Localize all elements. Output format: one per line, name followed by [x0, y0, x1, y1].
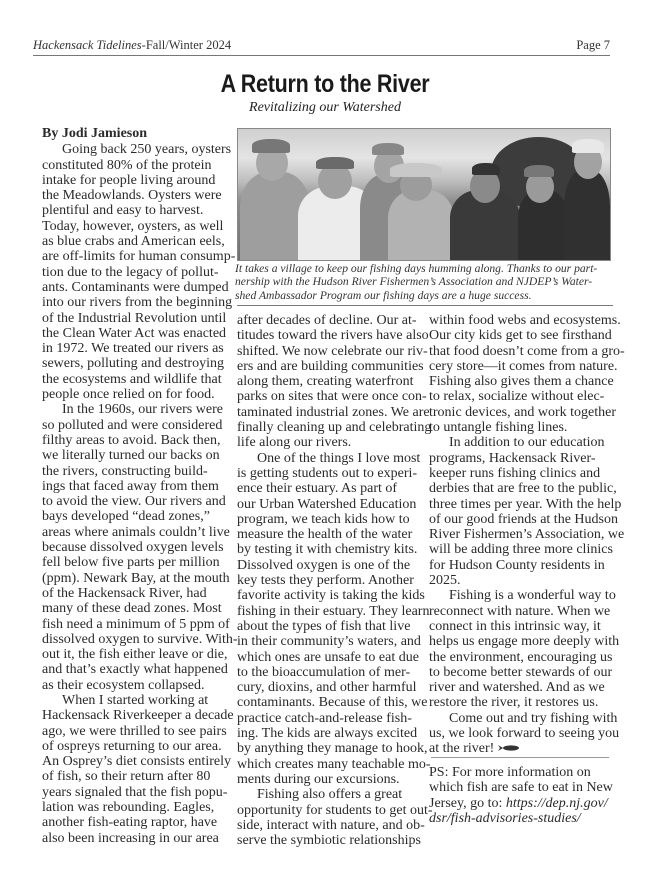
header-divider — [33, 55, 610, 56]
text-line — [429, 389, 614, 404]
text-line-content: titudes toward the rivers have also — [237, 328, 429, 344]
text-line — [429, 665, 614, 680]
text-line-content: to the bioaccumulation of mer- — [237, 664, 411, 680]
text-line-content: opportunity for students to get out- — [237, 802, 433, 818]
text-line-content: after decades of decline. Our at- — [237, 313, 417, 328]
caption-line: shed Ambassador Program our fishing days are a huge success. — [235, 288, 532, 302]
text-line — [237, 741, 428, 757]
text-line — [42, 479, 222, 494]
text-line-content: fishing in their estuary. They learn — [237, 603, 430, 619]
text-line — [429, 695, 614, 710]
text-line — [42, 448, 222, 463]
publication-issue — [33, 38, 231, 53]
text-line-content: at the river! — [429, 741, 495, 757]
text-line — [429, 542, 614, 557]
text-line — [42, 464, 222, 479]
column-3-body — [429, 313, 625, 757]
advisory-link[interactable]: https://dep.nj.gov/ — [505, 795, 608, 811]
publication-name: Hackensack Tidelines — [33, 38, 142, 52]
text-line — [237, 343, 428, 359]
text-line-content: taminated industrial zones. We are — [237, 404, 430, 420]
text-line — [42, 831, 222, 846]
text-line — [237, 497, 423, 512]
text-line — [429, 420, 614, 435]
person-3-hat — [372, 143, 404, 155]
text-line — [237, 833, 423, 848]
text-line — [237, 328, 429, 344]
text-line — [429, 527, 625, 543]
text-line — [42, 739, 222, 754]
text-line-content: One of the things I love most — [257, 450, 421, 466]
text-line-content: also been increasing in our area — [42, 830, 219, 846]
text-line-content: of fish, so their return after 80 — [42, 769, 211, 785]
text-line — [237, 680, 423, 695]
text-line — [237, 374, 423, 389]
text-line — [42, 173, 222, 188]
text-line-content: filthy areas to avoid. Back then, — [42, 432, 221, 448]
text-line-content: are off-limits for human consump- — [42, 249, 236, 265]
text-line — [429, 481, 617, 497]
text-line — [42, 341, 222, 356]
issue-label: -Fall/Winter 2024 — [141, 38, 232, 52]
caption-divider — [237, 305, 613, 306]
text-line-content: cury, dioxins, and other harmful — [237, 680, 417, 696]
text-line — [42, 387, 222, 402]
text-line — [237, 665, 423, 680]
photo-caption — [235, 262, 615, 302]
text-line — [42, 586, 222, 601]
column-2-body — [237, 313, 433, 849]
text-line — [429, 405, 614, 420]
text-line-content: connect in this intrinsic way, it — [429, 618, 601, 634]
text-line-content: Going back 250 years, oysters — [62, 142, 232, 158]
ps-prefix: Jersey, go to: — [429, 795, 506, 811]
text-line — [237, 512, 423, 527]
text-line — [237, 313, 423, 328]
text-line-content: to avoid the view. Our rivers and — [42, 494, 226, 510]
text-line-content: as blue crabs and American eels, — [42, 234, 225, 250]
text-line-content: ments during our excursions. — [237, 771, 400, 787]
text-line-content: When I started working at — [62, 692, 209, 708]
text-line-content: serve the symbiotic relationships — [237, 833, 421, 849]
text-line — [42, 433, 222, 448]
text-line — [237, 634, 423, 649]
text-line-content: by testing it with chemistry kits. — [237, 542, 418, 558]
text-line — [429, 466, 614, 481]
text-line-content: along them, creating waterfront — [237, 374, 414, 390]
ps-line — [429, 811, 614, 826]
text-line — [429, 741, 614, 756]
ps-divider — [431, 757, 609, 758]
text-line — [42, 509, 222, 524]
text-line-content: In addition to our education — [449, 435, 605, 451]
text-line-content: Today, however, oysters, as well — [42, 218, 224, 234]
person-1-hat — [252, 139, 290, 153]
text-line — [42, 555, 222, 570]
text-line-content: three times per year. With the help — [429, 496, 622, 512]
text-line — [237, 695, 428, 711]
text-line-content: programs, Hackensack River- — [429, 450, 596, 466]
text-line — [237, 603, 430, 619]
text-line — [429, 374, 614, 389]
text-line-content: that food doesn’t come from a gro- — [429, 343, 625, 359]
text-line-content: the rivers, constructing build- — [42, 463, 208, 479]
person-5-hat — [472, 163, 500, 175]
text-line — [42, 540, 222, 555]
text-line — [429, 710, 618, 726]
text-line-content: about the types of fish that live — [237, 618, 411, 634]
text-line-content: key tests they perform. Another — [237, 573, 414, 589]
article-title: A Return to the River — [220, 70, 430, 98]
person-2-hat — [316, 157, 354, 169]
caption-line: It takes a village to keep our fishing days humming along. Thanks to our part- — [235, 262, 598, 275]
caption-line: nership with the Hudson River Fishermen’s Association and NJDEP’s Water- — [235, 275, 593, 289]
text-line — [42, 754, 231, 770]
text-line-content: to relax, socialize without elec- — [429, 389, 605, 405]
text-line — [429, 588, 614, 603]
text-line — [42, 815, 222, 830]
text-line-content: in 1972. We treated our rivers as — [42, 341, 224, 357]
text-line — [237, 435, 423, 450]
text-line-content: and that’s exactly what happened — [42, 662, 228, 678]
text-line-content: practice catch-and-release fish- — [237, 710, 412, 726]
text-line-content: In the 1960s, our rivers were — [62, 402, 223, 418]
byline: By Jodi Jamieson — [42, 126, 148, 141]
text-line-content: parks on sites that were once con- — [237, 389, 427, 405]
text-line — [42, 662, 228, 678]
text-line — [42, 570, 230, 586]
text-line-content: Come out and try fishing with — [449, 710, 618, 726]
text-line — [42, 769, 222, 784]
text-line — [42, 494, 226, 510]
text-line-content: the environment, encouraging us — [429, 649, 613, 665]
text-line-content: many of these dead zones. Most — [42, 601, 222, 617]
text-line — [42, 279, 229, 295]
ps-line: which fish are safe to eat in New — [429, 780, 613, 796]
text-line-content: reconnect with nature. When we — [429, 603, 611, 619]
text-line — [237, 619, 423, 634]
text-line — [429, 451, 614, 466]
text-line — [42, 142, 232, 158]
article-column-3 — [429, 313, 625, 757]
ps-line: PS: For more information on — [429, 765, 591, 780]
text-line-content: is getting students out to experi- — [237, 465, 418, 481]
text-line-content: Dissolved oxygen is one of the — [237, 557, 411, 573]
text-line — [237, 818, 423, 833]
text-line — [429, 650, 614, 665]
text-line-content: of our good friends at the Hudson — [429, 511, 618, 527]
text-line — [237, 711, 423, 726]
text-line — [429, 328, 614, 343]
text-line-content: tronic devices, and work together — [429, 404, 616, 420]
text-line-content: areas where animals couldn’t live — [42, 524, 230, 540]
text-line-content: sewers, polluting and destroying — [42, 356, 224, 372]
text-line-content: Our city kids get to see firsthand — [429, 328, 612, 344]
text-line-content: helps us engage more deeply with — [429, 634, 620, 650]
text-line-content: we literally turned our backs on — [42, 448, 220, 464]
text-line — [237, 420, 432, 436]
text-line-content: Fishing is a wonderful way to — [449, 588, 616, 604]
text-line — [429, 726, 620, 742]
text-line-content: (ppm). Newark Bay, at the mouth — [42, 570, 230, 586]
text-line-content: Fishing also gives them a chance — [429, 374, 614, 390]
text-line-content: another fish-eating raptor, have — [42, 815, 218, 831]
article-column-1 — [42, 126, 238, 846]
person-7-hat — [572, 139, 604, 153]
text-line-content: within food webs and ecosystems. — [429, 313, 621, 328]
text-line-content: program, we teach kids how to — [237, 511, 410, 527]
text-line-content: intake for people living around — [42, 172, 216, 188]
text-line — [42, 402, 222, 417]
person-4-hat — [390, 163, 442, 177]
text-line — [237, 650, 423, 665]
text-line — [237, 802, 433, 818]
text-line-content: favorite activity is taking the kids — [237, 588, 425, 604]
text-line-content: An Osprey’s diet consists entirely — [42, 754, 231, 770]
text-line-content: 2025. — [429, 573, 461, 589]
text-line-content: which creates many teachable mo- — [237, 756, 431, 772]
text-line — [42, 418, 222, 433]
text-line — [42, 601, 222, 616]
text-line — [237, 726, 423, 741]
group-photo — [237, 128, 611, 261]
text-line — [42, 219, 222, 234]
text-line-content: will be adding three more clinics — [429, 542, 613, 558]
text-line — [237, 573, 423, 588]
text-line — [237, 756, 431, 772]
text-line-content: keeper runs fishing clinics and — [429, 465, 601, 481]
text-line — [429, 343, 625, 359]
text-line — [429, 358, 618, 374]
text-line-content: because dissolved oxygen levels — [42, 540, 224, 556]
fish-icon — [498, 741, 520, 756]
advisory-link-cont[interactable]: dsr/fish-advisories-studies/ — [429, 810, 581, 826]
text-line-content: life along our rivers. — [237, 435, 352, 451]
text-line-content: to become better stewards of our — [429, 664, 613, 680]
text-line — [42, 631, 238, 647]
text-line — [42, 693, 222, 708]
text-line-content: the ecosystems and wildlife that — [42, 371, 222, 387]
text-line-content: for Hudson County residents in — [429, 557, 605, 573]
text-line-content: ing. The kids are always excited — [237, 726, 418, 742]
text-line-content: side, interact with nature, and ob- — [237, 817, 425, 833]
text-line-content: finally cleaning up and celebrating — [237, 420, 432, 436]
text-line-content: as their ecosystem collapsed. — [42, 677, 205, 693]
text-line-content: plentiful and easy to harvest. — [42, 203, 204, 219]
ps-line — [429, 796, 614, 811]
text-line-content: into our rivers from the beginning — [42, 295, 233, 311]
text-line-content: ence their estuary. As part of — [237, 481, 398, 497]
text-line — [42, 678, 222, 693]
text-line — [237, 787, 423, 802]
text-line-content: fell below five parts per million — [42, 555, 220, 571]
text-line — [42, 234, 225, 250]
text-line — [237, 527, 423, 542]
text-line-content: contaminants. Because of this, we — [237, 695, 428, 711]
text-line-content: ants. Contaminants were dumped — [42, 279, 229, 295]
ps-note — [429, 765, 614, 826]
text-line-content: in their community’s waters, and — [237, 634, 421, 650]
person-6-hat — [524, 165, 554, 177]
text-line-content: of the Hackensack River, had — [42, 585, 207, 601]
person-7 — [564, 170, 610, 260]
person-4 — [388, 190, 454, 260]
text-line-content: dissolved oxygen to survive. With- — [42, 631, 238, 647]
text-line — [429, 604, 614, 619]
text-line-content: fish need a minimum of 5 ppm of — [42, 616, 230, 632]
text-line — [42, 647, 228, 663]
text-line-content: us, we look forward to seeing you — [429, 726, 620, 742]
text-line — [429, 680, 614, 695]
text-line — [42, 203, 222, 218]
text-line — [237, 359, 423, 374]
text-line-content: our Urban Watershed Education — [237, 496, 417, 512]
text-line-content: the Meadowlands. Oysters were — [42, 188, 222, 204]
text-line — [429, 619, 614, 634]
text-line-content: of ospreys returning to our area. — [42, 738, 222, 754]
article-column-2 — [237, 313, 433, 849]
text-line — [42, 265, 222, 280]
text-line — [42, 310, 227, 326]
text-line-content: to untangle fishing lines. — [429, 420, 568, 436]
text-line — [42, 524, 230, 540]
text-line-content: ers and are building communities — [237, 358, 424, 374]
text-line — [42, 616, 230, 632]
text-line-content: measure the health of the water — [237, 527, 413, 543]
text-line — [42, 356, 222, 371]
text-line-content: cery store—it comes from nature. — [429, 358, 618, 374]
text-line — [42, 295, 233, 311]
text-line-content: years signaled that the fish popu- — [42, 784, 228, 800]
text-line — [429, 573, 614, 588]
text-line — [42, 800, 222, 815]
text-line-content: which ones are unsafe to eat due — [237, 649, 419, 665]
column-1-body — [42, 142, 238, 846]
text-line — [429, 634, 620, 650]
text-line-content: out it, the fish either leave or die, — [42, 647, 228, 663]
text-line-content: tion due to the legacy of pollut- — [42, 264, 219, 280]
text-line-content: so polluted and were considered — [42, 417, 223, 433]
text-line-content: ago, we were thrilled to see pairs — [42, 723, 227, 739]
text-line — [42, 188, 222, 203]
text-line-content: people once relied on for food. — [42, 387, 215, 403]
text-line-content: bays developed “dead zones,” — [42, 509, 210, 525]
text-line — [237, 451, 423, 466]
text-line — [237, 542, 423, 557]
text-line — [429, 558, 614, 573]
text-line — [237, 404, 430, 420]
text-line — [42, 325, 227, 341]
text-line-content: lation was rebounding. Eagles, — [42, 800, 215, 816]
text-line-content: River Fishermen’s Association, we — [429, 527, 625, 543]
page-number: Page 7 — [576, 38, 610, 52]
text-line — [42, 723, 227, 739]
text-line-content: restore the river, it restores us. — [429, 695, 599, 711]
text-line-content: ings that faced away from them — [42, 478, 219, 494]
text-line-content: derbies that are free to the public, — [429, 481, 617, 497]
text-line-content: by anything they manage to hook, — [237, 741, 428, 757]
text-line-content: the Clean Water Act was enacted — [42, 325, 227, 341]
text-line — [237, 772, 423, 787]
text-line-content: Fishing also offers a great — [257, 787, 403, 803]
text-line — [237, 588, 423, 603]
text-line — [429, 496, 622, 512]
text-line — [429, 435, 614, 450]
article-subtitle: Revitalizing our Watershed — [249, 100, 401, 115]
text-line — [42, 708, 234, 724]
text-line — [237, 389, 427, 405]
text-line — [42, 372, 222, 387]
text-line — [237, 481, 423, 496]
text-line-content: Hackensack Riverkeeper a decade — [42, 708, 234, 724]
text-line-content: of the Industrial Revolution until — [42, 310, 227, 326]
text-line — [237, 466, 423, 481]
text-line — [429, 313, 621, 328]
text-line — [429, 511, 618, 527]
text-line — [237, 558, 423, 573]
page-header — [33, 38, 610, 54]
text-line — [42, 784, 228, 800]
text-line — [42, 249, 236, 265]
text-line-content: shifted. We now celebrate our riv- — [237, 343, 428, 359]
text-line — [42, 158, 222, 173]
text-line-content: river and watershed. And as we — [429, 680, 605, 696]
text-line-content: constituted 80% of the protein — [42, 157, 212, 173]
